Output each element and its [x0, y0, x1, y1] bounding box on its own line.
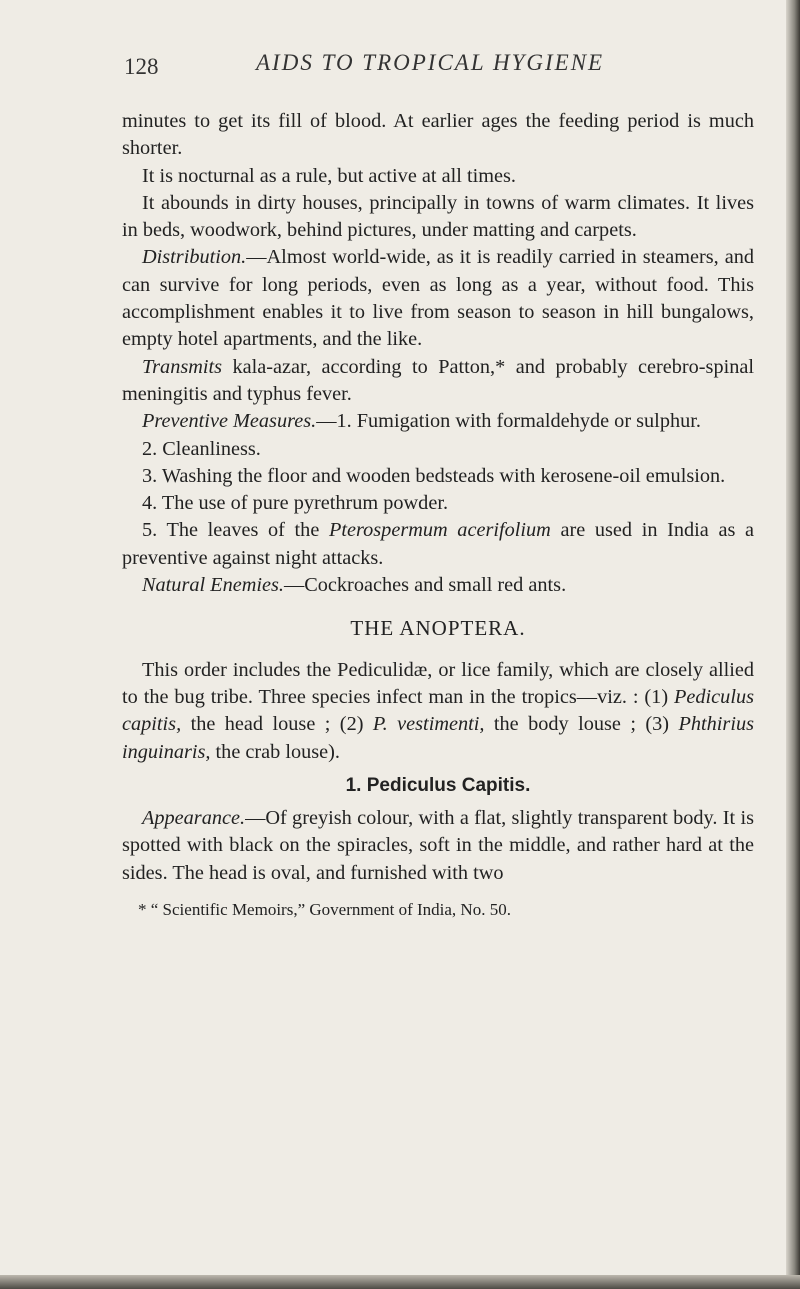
list-item: 3. Washing the floor and wooden bedsteads with kerosene-oil emulsion.	[142, 464, 726, 487]
transmits-label: Transmits	[142, 355, 223, 378]
bottom-edge	[0, 1275, 800, 1289]
species-3: Phthirius inguinaris,	[122, 713, 754, 763]
running-title: AIDS TO TROPICAL HYGIENE	[256, 50, 605, 75]
page-body	[122, 108, 754, 921]
paragraph-appearance	[122, 805, 754, 887]
natural-text: —Cockroaches and small red ants.	[283, 574, 567, 597]
appearance-text: —Of greyish colour, with a flat, slightly transparent body. It is spotted with black on the spiracles, soft in the middle, and rather hard at the sides. The head is oval, and furnished with two	[122, 807, 754, 884]
distribution-label: Distribution.	[142, 246, 247, 269]
paragraph-natural-enemies	[122, 572, 754, 599]
section-heading: THE ANOPTERA.	[350, 616, 526, 641]
paragraph-nocturnal: It is nocturnal as a rule, but active at all times.	[142, 164, 516, 187]
transmits-text: kala-azar, according to Patton,* and probably cerebro-spinal meningitis and typhus fever.	[122, 355, 754, 405]
paragraph-transmits	[122, 354, 754, 409]
footnote: * “ Scientific Memoirs,” Government of India, No. 50.	[138, 900, 511, 920]
item5-species: Pterospermum acerifolium	[328, 519, 551, 542]
paragraph-distribution	[122, 244, 754, 353]
natural-label: Natural Enemies.	[142, 574, 284, 597]
subsection-heading: 1. Pediculus Capitis.	[345, 774, 531, 796]
paragraph-anoptera	[122, 657, 754, 766]
list-item: 2. Cleanliness.	[142, 437, 261, 460]
anoptera-mid-1: the head louse ; (2)	[181, 713, 373, 736]
distribution-text: —Almost world-wide, as it is readily carried in steamers, and can survive for long periods, even as long as a year, without food. This accomplishment enables it to live from season to season in hill bungalows, empty hotel apartments, and the like.	[122, 246, 754, 351]
item5-post: are used in India as a preventive against night attacks.	[122, 519, 754, 569]
species-1: Pediculus capitis,	[122, 685, 754, 736]
item5-pre: 5. The leaves of the	[142, 519, 329, 542]
page-edge-shadow	[786, 0, 800, 1289]
species-2: P. vestimenti,	[372, 713, 485, 736]
preventive-text: —1. Fumigation with formaldehyde or sulphur.	[316, 410, 701, 433]
preventive-label: Preventive Measures.	[142, 410, 317, 433]
paragraph-feeding: minutes to get its fill of blood. At earlier ages the feeding period is much shorter.	[122, 110, 754, 160]
anoptera-post: the crab louse).	[210, 740, 340, 763]
page-number: 128	[124, 54, 159, 79]
anoptera-mid-2: the body louse ; (3)	[484, 713, 679, 736]
list-item	[122, 517, 754, 572]
paragraph-preventive	[122, 408, 754, 435]
page-header	[108, 50, 748, 86]
anoptera-pre: This order includes the Pediculidæ, or lice family, which are closely allied to the bug tribe. Three species infect man in the tropics—viz. : (1)	[122, 658, 754, 708]
appearance-label: Appearance.	[142, 807, 246, 830]
list-item: 4. The use of pure pyrethrum powder.	[142, 492, 449, 515]
paragraph-habitat: It abounds in dirty houses, principally in towns of warm climates. It lives in beds, woodwork, behind pictures, under matting and carpets.	[122, 191, 754, 242]
